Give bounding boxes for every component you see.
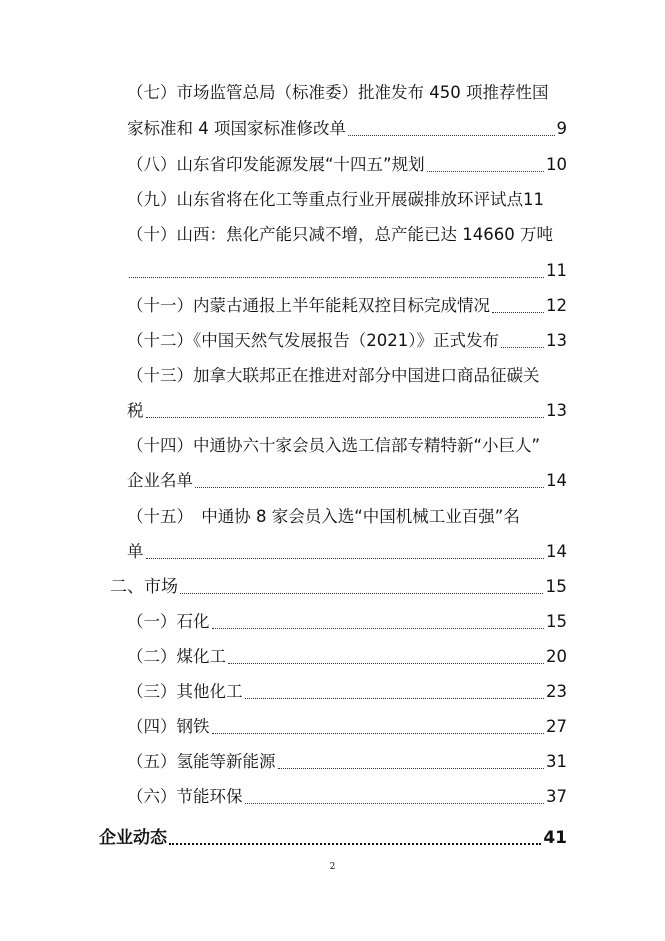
toc-entry-12[interactable] [127, 326, 567, 356]
toc-entry-text: 二、市场 [110, 577, 178, 597]
toc-page-number: 23 [546, 682, 567, 701]
toc-leader-dots [169, 842, 541, 845]
toc-entry-text: （八）山东省印发能源发展“十四五”规划 [127, 155, 425, 174]
toc-entry-text: （九）山东省将在化工等重点行业开展碳排放环评试点 [127, 190, 523, 209]
toc-entry-text: （五）氢能等新能源 [127, 752, 276, 771]
toc-page-number: 13 [546, 331, 567, 350]
toc-entry-text: （六）节能环保 [127, 787, 243, 806]
toc-entry-other-chemical[interactable] [127, 677, 567, 707]
toc-entry-11[interactable] [127, 291, 567, 321]
toc-page-number: 15 [545, 577, 567, 597]
toc-entry-petrochemical[interactable] [127, 607, 567, 637]
toc-entry-text: （一）石化 [127, 612, 210, 631]
toc-leader-dots [146, 416, 545, 418]
toc-page-number: 20 [546, 647, 567, 666]
toc-entry-coal-chemical[interactable] [127, 642, 567, 672]
toc-entry-text: 单 [127, 542, 144, 561]
toc-entry-text: （十二）《中国天然气发展报告（2021）》正式发布 [127, 331, 499, 350]
toc-entry-7-line2[interactable] [127, 114, 567, 144]
toc-entry-13-line2[interactable] [127, 396, 567, 426]
toc-leader-dots [228, 662, 544, 664]
toc-leader-dots [245, 697, 545, 699]
toc-entry-10-line2[interactable] [127, 256, 567, 286]
toc-entry-text: （十）山西：焦化产能只减不增，总产能已达 14660 万吨 [127, 225, 553, 244]
toc-section-market[interactable] [110, 572, 567, 602]
toc-entry-hydrogen[interactable] [127, 747, 567, 777]
toc-page-number: 14 [546, 471, 567, 490]
toc-leader-dots [278, 767, 545, 769]
toc-entry-7-line1[interactable] [127, 78, 567, 108]
toc-page-number: 41 [543, 828, 567, 848]
page-footer-number: 2 [329, 862, 336, 872]
toc-leader-dots [195, 486, 544, 488]
toc-entry-14-line2[interactable] [127, 466, 567, 496]
toc-entry-text: （十五） 中通协 8 家会员入选“中国机械工业百强”名 [127, 507, 520, 526]
toc-entry-8[interactable] [127, 150, 567, 180]
toc-leader-dots [212, 627, 545, 629]
toc-entry-9[interactable] [127, 185, 567, 215]
toc-page-number: 14 [546, 542, 567, 561]
toc-entry-steel[interactable] [127, 712, 567, 742]
toc-page-number: 9 [556, 119, 567, 138]
toc-leader-dots [492, 311, 544, 313]
toc-leader-dots [501, 346, 544, 348]
toc-entry-text: （十三）加拿大联邦正在推进对部分中国进口商品征碳关 [127, 366, 540, 385]
toc-page-number: 27 [546, 717, 567, 736]
toc-leader-dots [180, 592, 543, 594]
toc-leader-dots [146, 557, 545, 559]
toc-page-number: 31 [546, 752, 567, 771]
toc-leader-dots [427, 170, 544, 172]
toc-entry-text: （三）其他化工 [127, 682, 243, 701]
toc-entry-text: 家标准和 4 项国家标准修改单 [127, 119, 346, 138]
toc-page-number: 11 [546, 261, 567, 280]
toc-page-number: 12 [546, 296, 567, 315]
toc-entry-15-line1[interactable] [127, 502, 567, 532]
toc-leader-dots [348, 134, 555, 136]
toc-entry-14-line1[interactable] [127, 431, 567, 461]
toc-entry-text: （四）钢铁 [127, 717, 210, 736]
toc-entry-10-line1[interactable] [127, 220, 567, 250]
toc-entry-text: （七）市场监管总局（标准委）批准发布 450 项推荐性国 [127, 83, 549, 102]
toc-leader-dots [212, 732, 545, 734]
toc-entry-text: （二）煤化工 [127, 647, 226, 666]
toc-entry-text: 税 [127, 401, 144, 420]
toc-page-number: 11 [523, 190, 544, 209]
toc-page-number: 13 [546, 401, 567, 420]
toc-page-number: 15 [546, 612, 567, 631]
toc-chapter-enterprise-news[interactable] [99, 823, 567, 853]
toc-page-number: 37 [546, 787, 567, 806]
toc-entry-15-line2[interactable] [127, 537, 567, 567]
toc-page-number: 10 [546, 155, 567, 174]
toc-entry-energy-saving[interactable] [127, 782, 567, 812]
toc-entry-text: （十四）中通协六十家会员入选工信部专精特新“小巨人” [127, 436, 541, 455]
toc-entry-text: 企业动态 [99, 828, 167, 848]
toc-entry-13-line1[interactable] [127, 361, 567, 391]
toc-entry-text: （十一）内蒙古通报上半年能耗双控目标完成情况 [127, 296, 490, 315]
toc-leader-dots [245, 802, 545, 804]
toc-entry-text: 企业名单 [127, 471, 193, 490]
toc-leader-dots [129, 276, 544, 278]
